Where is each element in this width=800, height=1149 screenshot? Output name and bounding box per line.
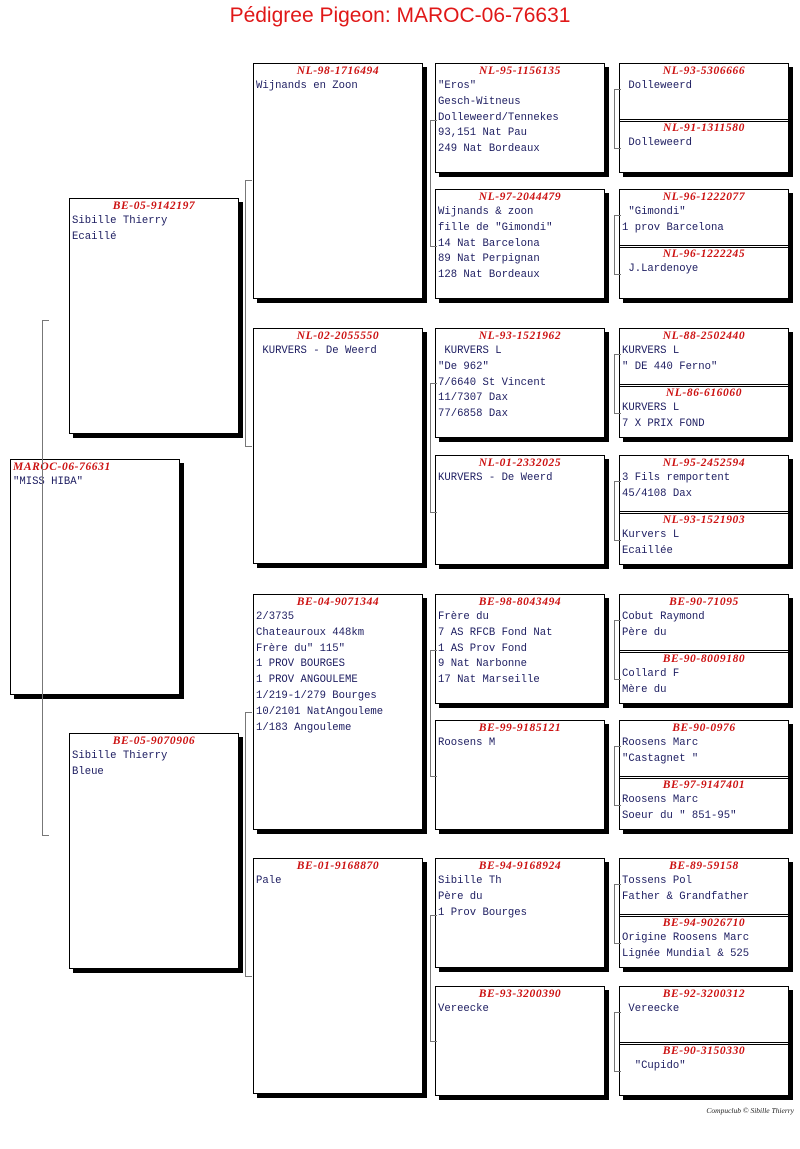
tree-connector — [614, 620, 621, 680]
gg-grandparent-dam — [620, 914, 788, 968]
tree-connector — [430, 120, 437, 247]
pigeon-info-line: Roosens Marc — [622, 794, 699, 806]
ring-number: NL-96-1222245 — [662, 248, 746, 260]
great-grandparent-card — [435, 455, 605, 565]
pigeon-info-line: Frère du — [438, 611, 489, 623]
ring-number: BE-90-71095 — [669, 596, 739, 608]
gg-grandparent-dam — [620, 511, 788, 565]
root-pigeon-card — [10, 459, 180, 695]
gg-grandparent-sire — [620, 721, 788, 775]
pigeon-info-line: Mère du — [622, 683, 667, 696]
tree-connector — [614, 1012, 621, 1072]
gg-grandparent-dam — [620, 1042, 788, 1096]
pigeon-info-line: Sibille Th — [438, 875, 502, 887]
pigeon-info-line: " DE 440 Ferno" — [622, 360, 718, 373]
pigeon-info-line: 1 prov Barcelona — [622, 221, 724, 234]
pigeon-info-line: 17 Nat Marseille — [438, 674, 540, 687]
pigeon-info-line: Roosens Marc — [622, 737, 699, 749]
pigeon-info-line: Cobut Raymond — [622, 611, 705, 623]
ring-number: BE-94-9026710 — [662, 917, 746, 929]
gg-grandparent-dam — [620, 650, 788, 704]
tree-connector — [614, 746, 621, 806]
pigeon-info-line: Soeur du " 851-95" — [622, 809, 737, 822]
tree-connector — [614, 481, 621, 541]
pigeon-info-line: KURVERS - De Weerd — [438, 472, 553, 484]
pigeon-info-line: 7 AS RFCB Fond Nat — [438, 626, 553, 639]
pigeon-info-line: "Cupido" — [622, 1060, 686, 1072]
pigeon-info-line: 1/183 Angouleme — [256, 721, 352, 734]
ring-number: NL-02-2055550 — [296, 330, 380, 342]
half-divider — [620, 119, 788, 120]
ring-number: BE-92-3200312 — [662, 988, 746, 1000]
gg-grandparent-sire — [620, 190, 788, 244]
gg-grandparent-dam — [620, 245, 788, 299]
pigeon-info-line: 10/2101 NatAngouleme — [256, 705, 384, 718]
pigeon-info-line: KURVERS - De Weerd — [256, 345, 377, 357]
ring-number: NL-93-1521903 — [662, 514, 746, 526]
gg-grandparent-pair-card — [619, 858, 789, 968]
pigeon-info-line: Bleue — [72, 765, 104, 778]
gg-grandparent-pair-card — [619, 720, 789, 830]
pigeon-info-line: Gesch-Witneus — [438, 95, 521, 108]
ring-number: BE-01-9168870 — [296, 860, 380, 872]
pigeon-info-line: Kurvers L — [622, 529, 680, 541]
gg-grandparent-pair-card — [619, 328, 789, 438]
grandparent-card — [253, 594, 423, 830]
tree-connector — [430, 650, 437, 777]
ring-number: BE-04-9071344 — [296, 596, 380, 608]
tree-connector — [42, 320, 49, 836]
pigeon-info-line: Pale — [256, 875, 282, 887]
pigeon-info-line: 1 PROV ANGOULEME — [256, 674, 358, 687]
half-divider — [620, 245, 788, 246]
pigeon-info-line: Tossens Pol — [622, 875, 692, 887]
pigeon-info-line: "Eros" — [438, 80, 477, 92]
pigeon-info-line: 14 Nat Barcelona — [438, 237, 540, 250]
half-divider — [620, 384, 788, 385]
ring-number: NL-97-2044479 — [478, 191, 562, 203]
pigeon-info-line: Père du — [622, 626, 667, 639]
half-divider — [620, 776, 788, 777]
pigeon-info-line: 3 Fils remportent — [622, 472, 731, 484]
ring-number: NL-93-5306666 — [662, 65, 746, 77]
pigeon-info-line: 77/6858 Dax — [438, 408, 508, 421]
parent-card — [69, 733, 239, 969]
ring-number: NL-96-1222077 — [662, 191, 746, 203]
pigeon-info-line: KURVERS L — [438, 345, 502, 357]
pigeon-info-line: Ecaillé — [72, 230, 117, 243]
pigeon-info-line: 11/7307 Dax — [438, 392, 508, 405]
gg-grandparent-sire — [620, 987, 788, 1041]
pigeon-info-line: Sibille Thierry — [72, 750, 168, 762]
tree-connector — [245, 712, 252, 977]
pigeon-info-line: J.Lardenoye — [622, 263, 699, 275]
ring-number: MAROC-06-76631 — [13, 461, 111, 473]
pigeon-info-line: Dolleweerd — [622, 137, 692, 149]
pigeon-info-line: Lignée Mundial & 525 — [622, 947, 750, 960]
gg-grandparent-pair-card — [619, 63, 789, 173]
pigeon-info-line: 249 Nat Bordeaux — [438, 143, 540, 156]
pigeon-info-line: 1 PROV BOURGES — [256, 658, 346, 671]
pigeon-info-line: Dolleweerd/Tennekes — [438, 111, 559, 124]
pigeon-info-line: "Gimondi" — [622, 206, 686, 218]
ring-number: NL-91-1311580 — [663, 122, 745, 134]
tree-connector — [614, 215, 621, 275]
gg-grandparent-dam — [620, 384, 788, 438]
pigeon-info-line: Ecaillée — [622, 544, 673, 557]
gg-grandparent-dam — [620, 119, 788, 173]
page-title: Pédigree Pigeon: MAROC-06-76631 — [229, 4, 571, 27]
tree-connector — [245, 180, 252, 447]
great-grandparent-card — [435, 594, 605, 704]
pigeon-info-line: Wijnands & zoon — [438, 206, 534, 218]
gg-grandparent-pair-card — [619, 594, 789, 704]
great-grandparent-card — [435, 63, 605, 173]
ring-number: NL-95-1156135 — [479, 65, 561, 77]
grandparent-card — [253, 63, 423, 299]
gg-grandparent-dam — [620, 776, 788, 830]
pigeon-info-line: 89 Nat Perpignan — [438, 253, 540, 266]
half-divider — [620, 650, 788, 651]
ring-number: BE-99-9185121 — [478, 722, 562, 734]
tree-connector — [430, 383, 437, 513]
ring-number: NL-88-2502440 — [662, 330, 746, 342]
half-divider — [620, 914, 788, 915]
ring-number: BE-98-8043494 — [478, 596, 562, 608]
pigeon-info-line: 1/219-1/279 Bourges — [256, 689, 377, 702]
pigeon-info-line: Sibille Thierry — [72, 215, 168, 227]
ring-number: BE-93-3200390 — [478, 988, 562, 1000]
ring-number: NL-95-2452594 — [662, 457, 746, 469]
pigeon-info-line: 7 X PRIX FOND — [622, 417, 705, 430]
ring-number: BE-90-0976 — [672, 722, 736, 734]
pigeon-info-line: "Castagnet " — [622, 752, 699, 765]
pigeon-info-line: Wijnands en Zoon — [256, 80, 358, 92]
pigeon-info-line: Vereecke — [622, 1003, 680, 1015]
great-grandparent-card — [435, 720, 605, 830]
pigeon-info-line: Vereecke — [438, 1003, 489, 1015]
half-divider — [620, 511, 788, 512]
gg-grandparent-pair-card — [619, 455, 789, 565]
pigeon-info-line: 7/6640 St Vincent — [438, 376, 547, 389]
pigeon-info-line: 128 Nat Bordeaux — [438, 269, 540, 282]
ring-number: NL-01-2332025 — [478, 457, 562, 469]
ring-number: BE-05-9070906 — [112, 735, 196, 747]
pigeon-info-line: Father & Grandfather — [622, 890, 750, 903]
tree-connector — [430, 915, 437, 1042]
gg-grandparent-sire — [620, 329, 788, 383]
grandparent-card — [253, 858, 423, 1094]
ring-number: NL-86-616060 — [665, 387, 743, 399]
pigeon-info-line: 93,151 Nat Pau — [438, 127, 528, 140]
gg-grandparent-sire — [620, 595, 788, 649]
pigeon-info-line: 45/4108 Dax — [622, 487, 692, 500]
ring-number: BE-90-3150330 — [662, 1045, 746, 1057]
pigeon-info-line: Frère du" 115" — [256, 642, 346, 655]
ring-number: BE-05-9142197 — [112, 200, 196, 212]
tree-connector — [614, 354, 621, 414]
footer-credit: Compuclub © Sibille Thierry — [706, 1106, 794, 1115]
gg-grandparent-sire — [620, 456, 788, 510]
great-grandparent-card — [435, 986, 605, 1096]
pigeon-info-line: KURVERS L — [622, 345, 680, 357]
pigeon-info-line: Père du — [438, 890, 483, 903]
grandparent-card — [253, 328, 423, 564]
ring-number: BE-89-59158 — [669, 860, 739, 872]
ring-number: BE-90-8009180 — [662, 653, 746, 665]
pigeon-info-line: 1 Prov Bourges — [438, 906, 528, 919]
gg-grandparent-pair-card — [619, 986, 789, 1096]
pigeon-info-line: 2/3735 — [256, 611, 295, 623]
pigeon-info-line: Chateauroux 448km — [256, 626, 365, 639]
pigeon-info-line: Origine Roosens Marc — [622, 932, 750, 944]
pigeon-info-line: Collard F — [622, 668, 680, 680]
pigeon-info-line: fille de "Gimondi" — [438, 221, 553, 234]
great-grandparent-card — [435, 858, 605, 968]
great-grandparent-card — [435, 328, 605, 438]
ring-number: NL-93-1521962 — [478, 330, 562, 342]
pigeon-info-line: "De 962" — [438, 360, 489, 373]
ring-number: BE-94-9168924 — [478, 860, 562, 872]
gg-grandparent-sire — [620, 64, 788, 118]
pigeon-info-line: KURVERS L — [622, 402, 680, 414]
pigeon-info-line: Roosens M — [438, 737, 496, 749]
gg-grandparent-sire — [620, 859, 788, 913]
pigeon-info-line: "MISS HIBA" — [13, 476, 83, 488]
ring-number: BE-97-9147401 — [662, 779, 746, 791]
gg-grandparent-pair-card — [619, 189, 789, 299]
pigeon-info-line: Dolleweerd — [622, 80, 692, 92]
tree-connector — [614, 89, 621, 149]
ring-number: NL-98-1716494 — [296, 65, 380, 77]
half-divider — [620, 1042, 788, 1043]
parent-card — [69, 198, 239, 434]
tree-connector — [614, 884, 621, 944]
pigeon-info-line: 9 Nat Narbonne — [438, 658, 528, 671]
great-grandparent-card — [435, 189, 605, 299]
pigeon-info-line: 1 AS Prov Fond — [438, 642, 528, 655]
